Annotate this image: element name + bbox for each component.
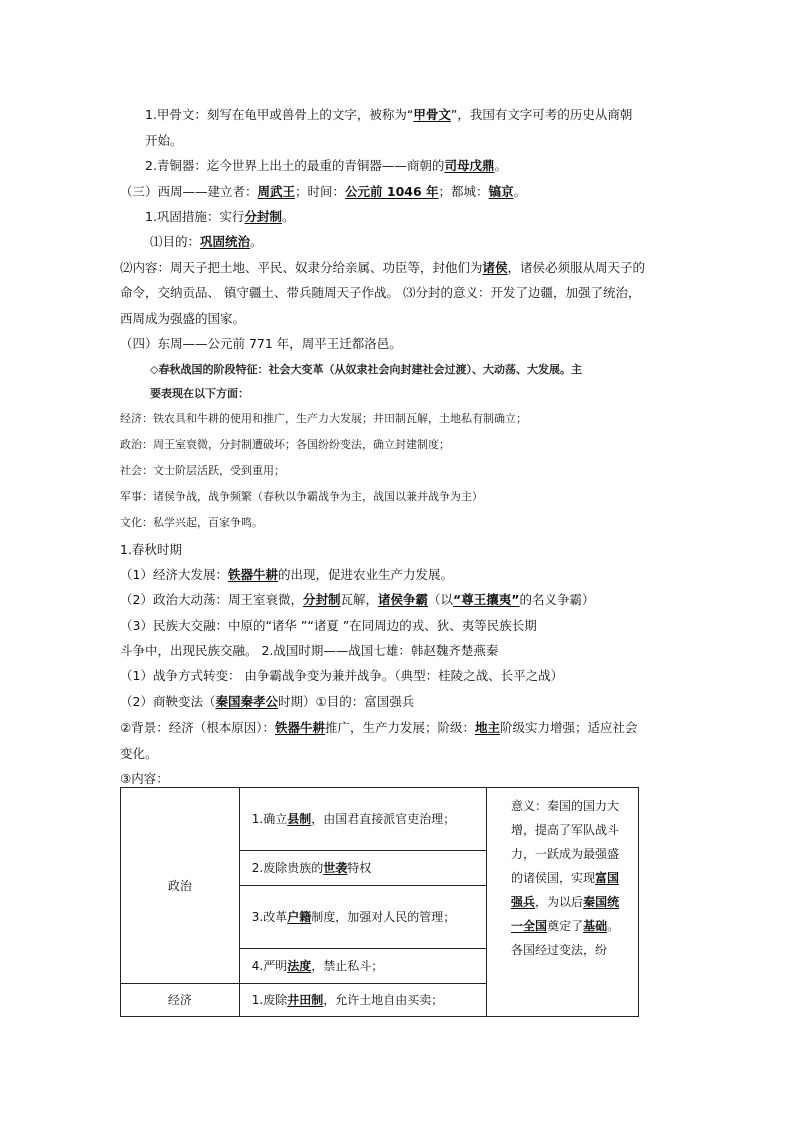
- politics-item-3: 3.改革户籍制度，加强对人民的管理；: [239, 886, 486, 949]
- warring-states-line: 斗争中，出现民族交融。 2.战国时期——战国七雄：韩赵魏齐楚燕秦: [120, 643, 499, 658]
- feature-culture: 文化：私学兴起，百家争鸣。: [120, 516, 263, 529]
- economy-item-1: 1.废除井田制，允许土地自由买卖；: [239, 984, 486, 1017]
- politics-item-4: 4.严明法度，禁止私斗；: [239, 949, 486, 984]
- stage-feature-line-2: 要表现在以下方面：: [150, 387, 249, 400]
- content-line-3: 西周成为强盛的国家。: [120, 311, 246, 326]
- feature-society: 社会：文士阶层活跃，受到重用；: [120, 464, 285, 477]
- background-line: ②背景：经济（根本原因）：铁器牛耕推广，生产力发展；阶级：地主阶级实力增强；适应社会: [120, 720, 638, 735]
- bronze-line: 2.青铜器：迄今世界上出土的最重的青铜器——商朝的司母戊鼎。: [145, 158, 507, 173]
- shang-yang-line: （2）商鞅变法（秦国秦孝公时期）①目的：富国强兵: [120, 694, 415, 709]
- western-zhou-heading: （三）西周——建立者：周武王；时间：公元前 1046 年；都城：镐京。: [120, 184, 527, 199]
- category-politics: 政治: [121, 788, 240, 984]
- consolidation-line: 1.巩固措施：实行分封制。: [145, 209, 295, 224]
- reform-table: [120, 787, 639, 1017]
- significance-cell: 意义：秦国的国力大增，提高了军队战斗力，一跃成为最强盛的诸侯国，实现富国 强兵，为以后秦国统一全国奠定了基础。各国经过变法，纷: [487, 788, 639, 1017]
- feature-military: 军事：诸侯争战，战争频繁（春秋以争霸战争为主，战国以兼并战争为主）: [120, 490, 483, 503]
- purpose-line: ⑴目的：巩固统治。: [150, 234, 263, 249]
- politics-item-1: 1.确立县制，由国君直接派官吏治理；: [239, 788, 486, 851]
- background-line-cont: 变化。: [120, 746, 158, 761]
- oracle-bone-line-cont: 开始。: [145, 133, 183, 148]
- economy-development-line: （1）经济大发展：铁器牛耕的出现，促进农业生产力发展。: [120, 567, 453, 582]
- feature-politics: 政治：周王室衰微，分封制遭破坏；各国纷纷变法，确立封建制度；: [120, 438, 450, 451]
- warfare-change-line: （1）战争方式转变： 由争霸战争变为兼并战争。（典型：桂陵之战、长平之战）: [120, 668, 564, 683]
- eastern-zhou-heading: （四）东周——公元前 771 年，周平王迁都洛邑。: [120, 336, 402, 351]
- spring-autumn-heading: 1.春秋时期: [120, 542, 182, 557]
- content-heading: ③内容：: [120, 771, 169, 786]
- politics-item-2: 2.废除贵族的世袭特权: [239, 851, 486, 886]
- ethnic-fusion-line: （3）民族大交融：中原的“诸华 ”“诸夏 ”在同周边的戎、狄、夷等民族长期: [120, 618, 537, 633]
- content-line: ⑵内容：周天子把土地、平民、奴隶分给亲属、功臣等，封他们为诸侯，诸侯必须服从周天子的: [120, 260, 646, 275]
- category-economy: 经济: [121, 984, 240, 1017]
- oracle-bone-line: 1.甲骨文：刻写在龟甲或兽骨上的文字，被称为“甲骨文”，我国有文字可考的历史从商朝: [145, 107, 633, 122]
- content-line-2: 命令，交纳贡品、 镇守疆土、带兵随周天子作战。 ⑶分封的意义：开发了边疆，加强了统治，: [120, 285, 641, 300]
- political-turmoil-line: （2）政治大动荡：周王室衰微，分封制瓦解，诸侯争霸（以“尊王攘夷”的名义争霸）: [120, 592, 595, 607]
- feature-economy: 经济：铁农具和牛耕的使用和推广，生产力大发展；井田制瓦解，土地私有制确立；: [120, 412, 527, 425]
- stage-feature-line: ◇春秋战国的阶段特征：社会大变革（从奴隶社会向封建社会过渡）、大动荡、大发展。主: [150, 363, 582, 376]
